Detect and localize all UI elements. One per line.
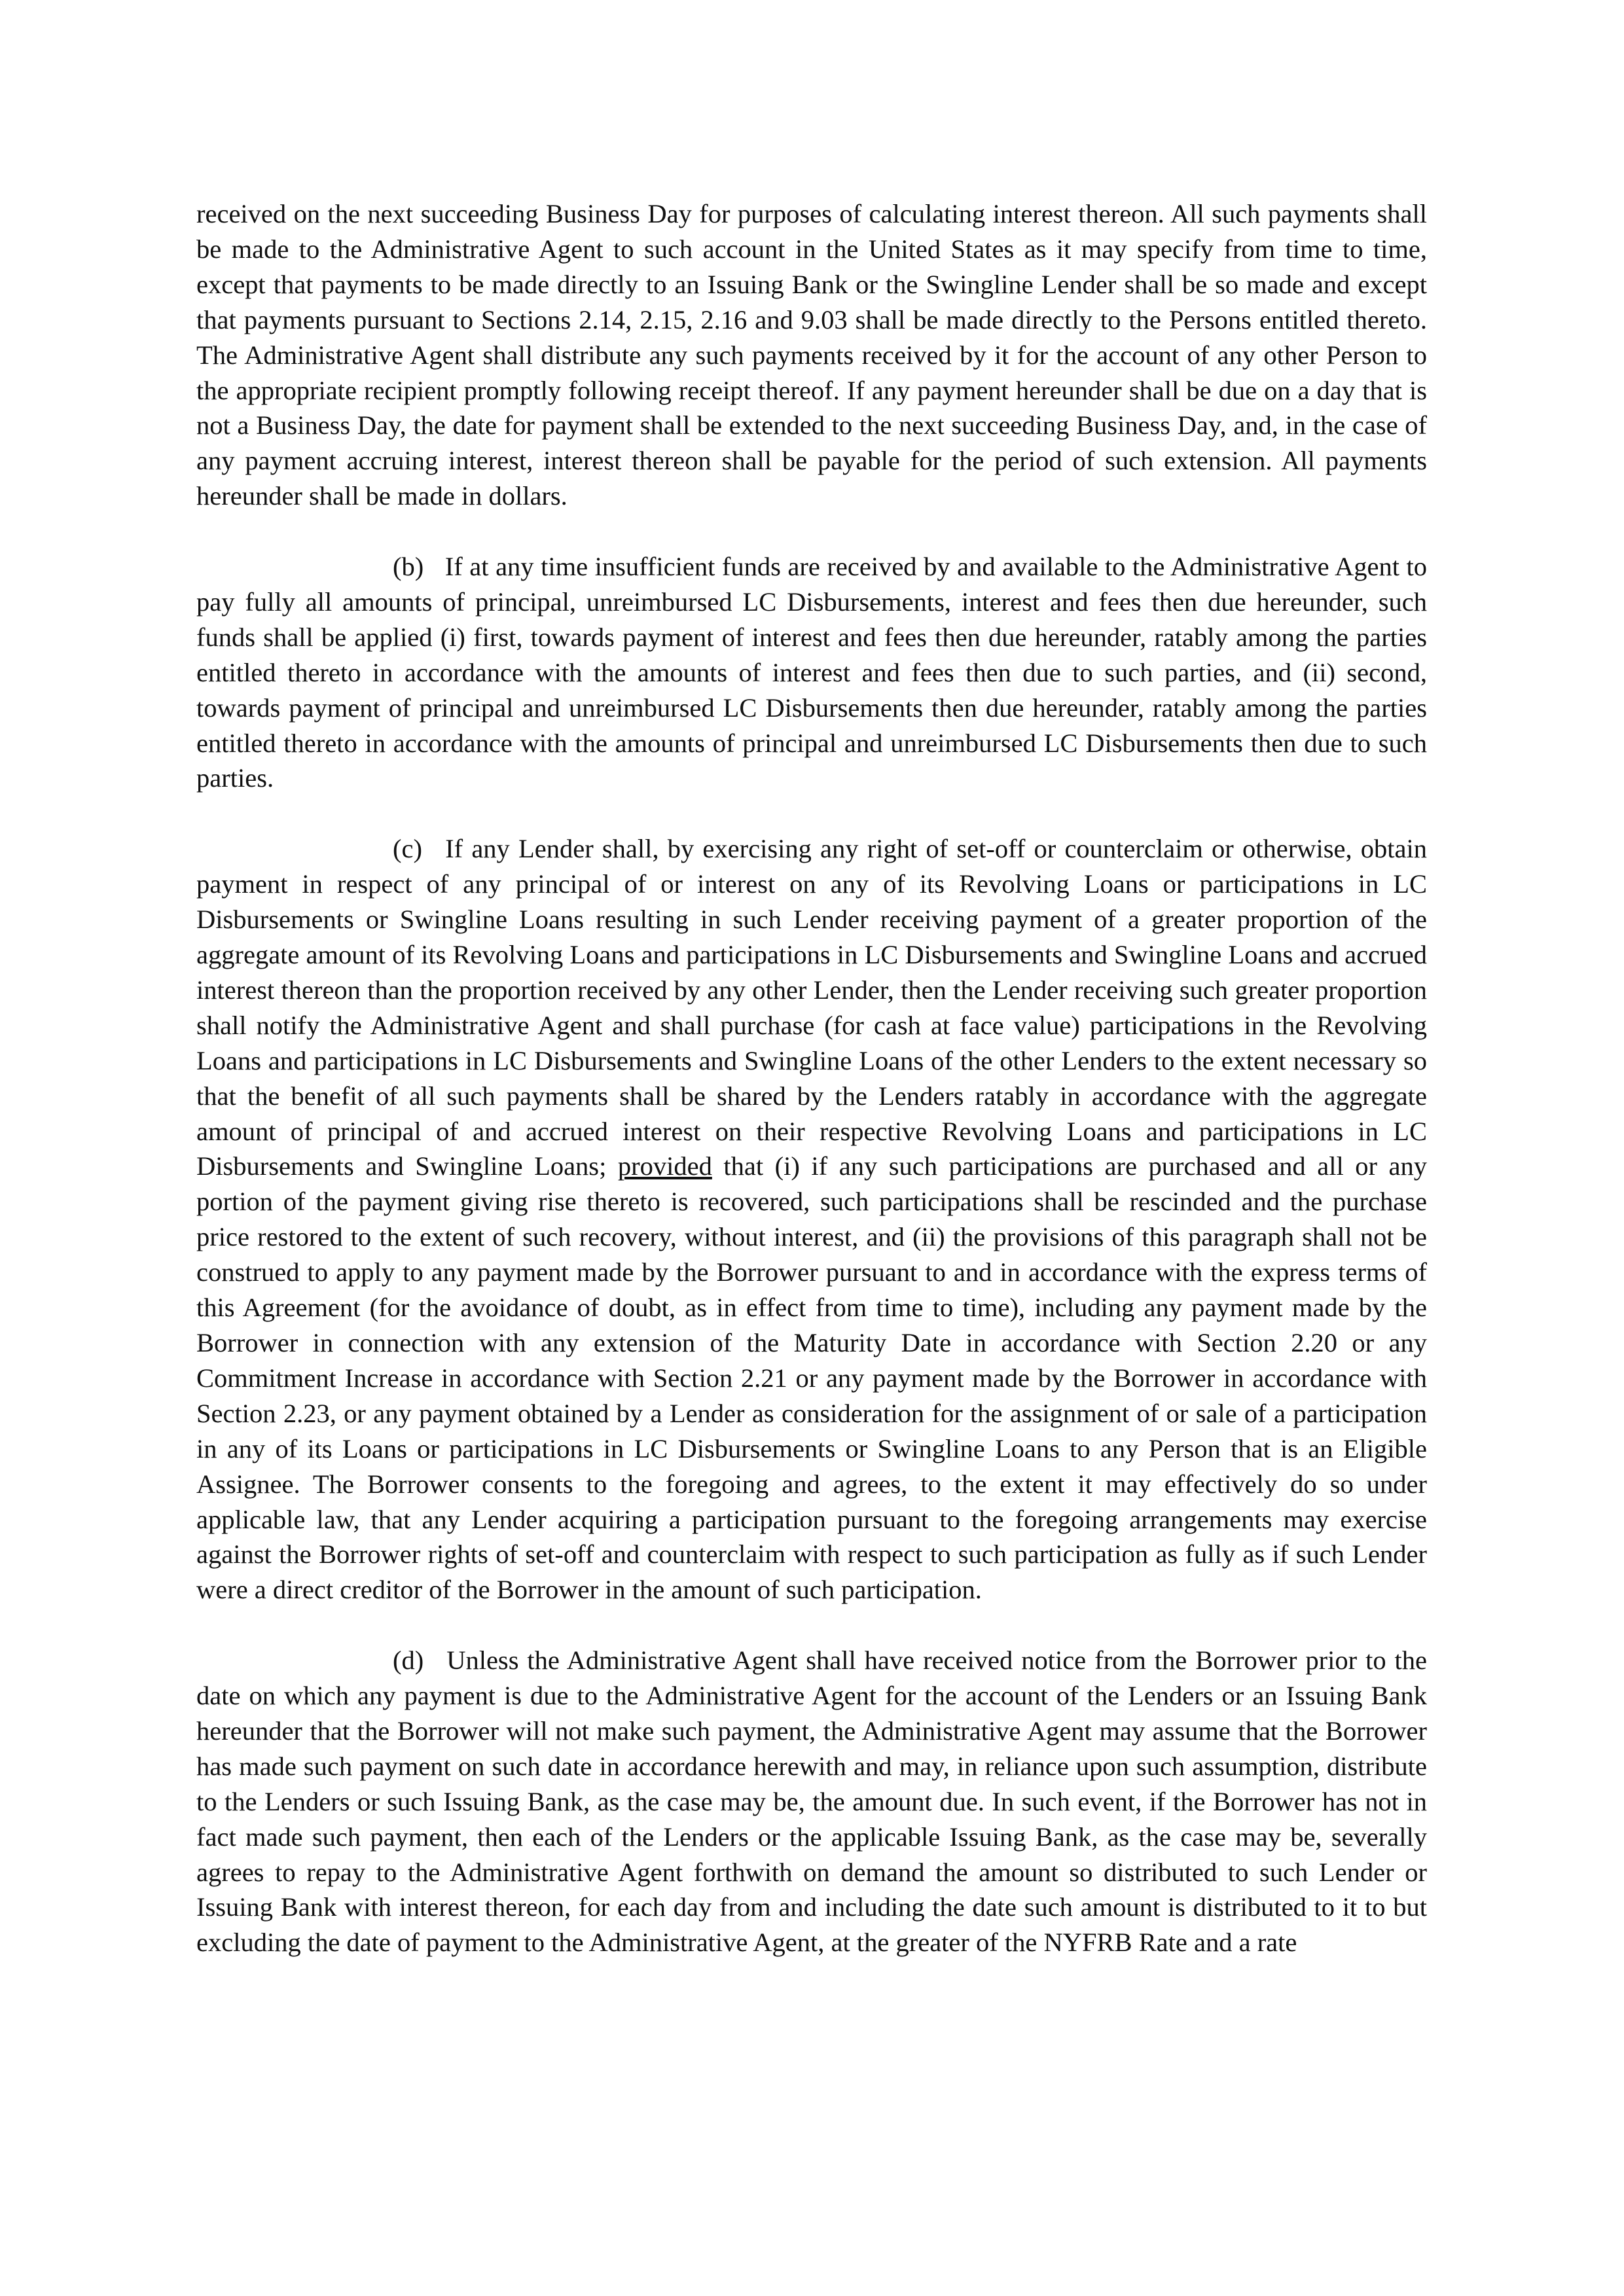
paragraph-c (196, 831, 1427, 1607)
paragraph-label: (b) (393, 552, 424, 582)
paragraph-label: (c) (393, 834, 422, 864)
document-page (196, 196, 1427, 1960)
paragraph-d (196, 1643, 1427, 1960)
paragraph-text: If at any time insufficient funds are received by and available to the Administrative Agent to pay fully all amounts of principal, unreimbursed LC Disbursements, interest and fees then due hereunder, such funds shall be applied (i) first, towards payment of interest and fees then due hereunder, ratably among the parties entitled thereto in accordance with the amounts of interest and fees then due to such parties, and (ii) second, towards payment of principal and unreimbursed LC Disbursements then due hereunder, ratably among the parties entitled thereto in accordance with the amounts of principal and unreimbursed LC Disbursements then due to such parties. (196, 552, 1427, 793)
paragraph-continuation (196, 196, 1427, 514)
paragraph-text-before: If any Lender shall, by exercising any right of set-off or counterclaim or otherwise, obtain payment in respect of any principal of or interest on any of its Revolving Loans or participations in LC Disbursements or Swingline Loans resulting in such Lender receiving payment of a greater proportion of the aggregate amount of its Revolving Loans and participations in LC Disbursements and Swingline Loans and accrued interest thereon than the proportion received by any other Lender, then the Lender receiving such greater proportion shall notify the Administrative Agent and shall purchase (for cash at face value) participations in the Revolving Loans and participations in LC Disbursements and Swingline Loans of the other Lenders to the extent necessary so that the benefit of all such payments shall be shared by the Lenders ratably in accordance with the aggregate amount of principal of and accrued interest on their respective Revolving Loans and participations in LC Disbursements and Swingline Loans; (196, 834, 1427, 1181)
paragraph-text-after: that (i) if any such participations are purchased and all or any portion of the payment giving rise thereto is recovered, such participations shall be rescinded and the purchase price restored to the extent of such recovery, without interest, and (ii) the provisions of this paragraph shall not be construed to apply to any payment made by the Borrower pursuant to and in accordance with the express terms of this Agreement (for the avoidance of doubt, as in effect from time to time), including any payment made by the Borrower in connection with any extension of the Maturity Date in accordance with Section 2.20 or any Commitment Increase in accordance with Section 2.21 or any payment made by the Borrower in accordance with Section 2.23, or any payment obtained by a Lender as consideration for the assignment of or sale of a participation in any of its Loans or participations in LC Disbursements or Swingline Loans to any Person that is an Eligible Assignee. The Borrower consents to the foregoing and agrees, to the extent it may effectively do so under applicable law, that any Lender acquiring a participation pursuant to the foregoing arrangements may exercise against the Borrower rights of set-off and counterclaim with respect to such participation as fully as if such Lender were a direct creditor of the Borrower in the amount of such participation. (196, 1151, 1428, 1605)
paragraph-text: received on the next succeeding Business Day for purposes of calculating interest thereon. All such payments shall be made to the Administrative Agent to such account in the United States as it may specify from time to time, except that payments to be made directly to an Issuing Bank or the Swingline Lender shall be so made and except that payments pursuant to Sections 2.14, 2.15, 2.16 and 9.03 shall be made directly to the Persons entitled thereto. The Administrative Agent shall distribute any such payments received by it for the account of any other Person to the appropriate recipient promptly following receipt thereof. If any payment hereunder shall be due on a day that is not a Business Day, the date for payment shall be extended to the next succeeding Business Day, and, in the case of any payment accruing interest, interest thereon shall be payable for the period of such extension. All payments hereunder shall be made in dollars. (196, 199, 1427, 511)
paragraph-text: Unless the Administrative Agent shall have received notice from the Borrower prior to the date on which any payment is due to the Administrative Agent for the account of the Lenders or an Issuing Bank hereunder that the Borrower will not make such payment, the Administrative Agent may assume that the Borrower has made such payment on such date in accordance herewith and may, in reliance upon such assumption, distribute to the Lenders or such Issuing Bank, as the case may be, the amount due. In such event, if the Borrower has not in fact made such payment, then each of the Lenders or the applicable Issuing Bank, as the case may be, severally agrees to repay to the Administrative Agent forthwith on demand the amount so distributed to such Lender or Issuing Bank with interest thereon, for each day from and including the date such amount is distributed to it to but excluding the date of payment to the Administrative Agent, at the greater of the NYFRB Rate and a rate (196, 1645, 1428, 1958)
provided-term: provided (617, 1151, 712, 1181)
paragraph-label: (d) (393, 1645, 424, 1676)
paragraph-b (196, 549, 1427, 796)
